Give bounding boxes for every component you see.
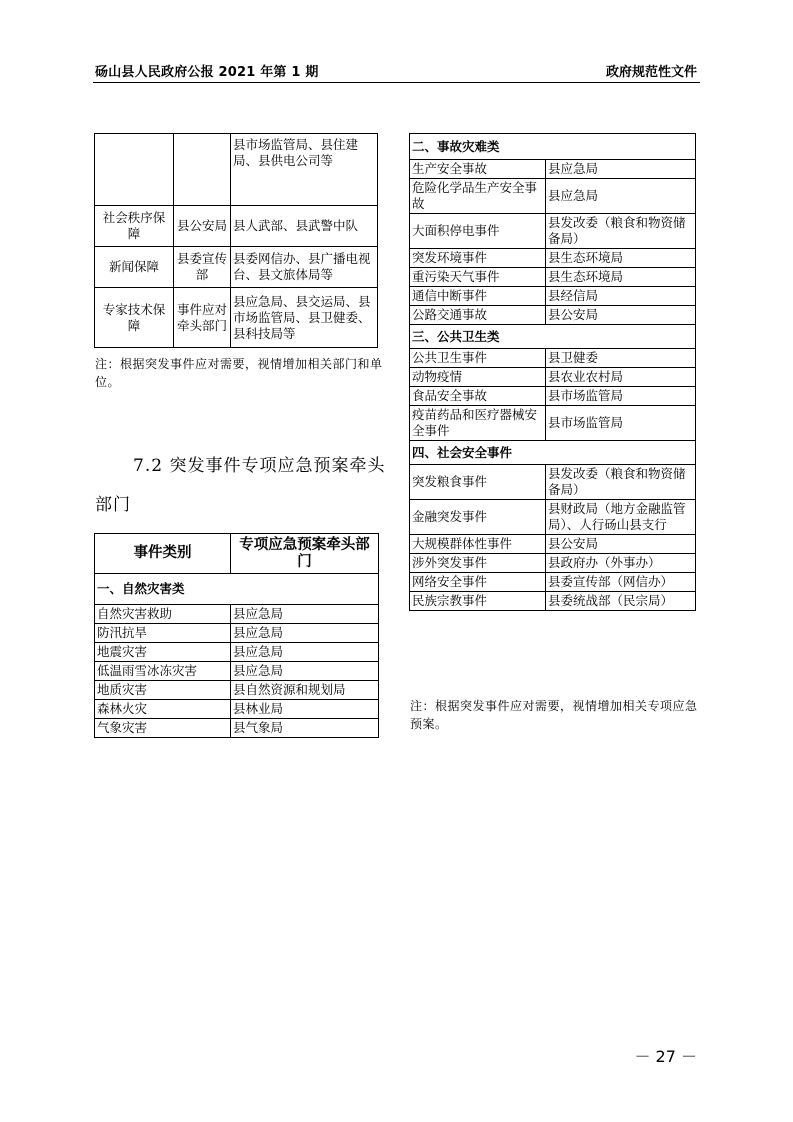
category-row xyxy=(410,441,696,465)
table-row xyxy=(410,500,696,535)
table-cell: 县自然资源和规划局 xyxy=(231,681,379,700)
table-row xyxy=(95,134,378,206)
table-row xyxy=(410,287,696,306)
table-cell: 县人武部、县武警中队 xyxy=(231,206,378,247)
table-row xyxy=(410,406,696,441)
column-header: 事件类别 xyxy=(95,534,231,574)
table-row xyxy=(410,368,696,387)
table-row xyxy=(410,160,696,179)
table-cell: 县应急局 xyxy=(231,662,379,681)
table-cell: 县应急局 xyxy=(231,624,379,643)
category-label: 二、事故灾难类 xyxy=(410,134,696,160)
table-cell: 网络安全事件 xyxy=(410,573,546,592)
table-cell: 通信中断事件 xyxy=(410,287,546,306)
table-cell: 金融突发事件 xyxy=(410,500,546,535)
table-row xyxy=(410,179,696,214)
table-cell: 食品安全事故 xyxy=(410,387,546,406)
table-cell: 县委网信办、县广播电视台、县文旅体局等 xyxy=(231,247,378,288)
table-cell: 县应急局 xyxy=(231,643,379,662)
table-cell xyxy=(95,134,174,206)
table-cell: 县市场监管局、县住建局、县供电公司等 xyxy=(231,134,378,206)
table-cell: 县财政局（地方金融监管局）、人行砀山县支行 xyxy=(546,500,696,535)
table-cell: 县市场监管局 xyxy=(546,387,696,406)
table-cell: 县市场监管局 xyxy=(546,406,696,441)
lead-department-table-continued xyxy=(409,133,696,611)
table-cell: 地质灾害 xyxy=(95,681,231,700)
table-cell: 大面积停电事件 xyxy=(410,214,546,249)
category-label: 四、社会安全事件 xyxy=(410,441,696,465)
table-row xyxy=(410,387,696,406)
section-heading: 7.2 突发事件专项应急预案牵头 xyxy=(133,456,386,476)
category-row xyxy=(95,574,379,605)
table-cell: 县公安局 xyxy=(174,206,231,247)
table-cell: 公共卫生事件 xyxy=(410,349,546,368)
table-row xyxy=(410,592,696,611)
table-row xyxy=(95,662,379,681)
table-row xyxy=(410,214,696,249)
header-title: 砀山县人民政府公报 2021 年第 1 期 xyxy=(95,65,319,80)
table-cell: 突发粮食事件 xyxy=(410,465,546,500)
table-cell: 县林业局 xyxy=(231,700,379,719)
table-row xyxy=(410,249,696,268)
table-cell: 新闻保障 xyxy=(95,247,174,288)
table-cell: 动物疫情 xyxy=(410,368,546,387)
table-cell: 县委宣传部 xyxy=(174,247,231,288)
table-cell: 防汛抗旱 xyxy=(95,624,231,643)
table-row xyxy=(95,247,378,288)
table-cell: 县应急局 xyxy=(546,160,696,179)
table-cell: 涉外突发事件 xyxy=(410,554,546,573)
table-cell: 危险化学品生产安全事故 xyxy=(410,179,546,214)
column-header: 专项应急预案牵头部门 xyxy=(231,534,379,574)
table-row xyxy=(95,605,379,624)
table-header-row xyxy=(95,534,379,574)
table-row xyxy=(95,624,379,643)
table-cell: 社会秩序保障 xyxy=(95,206,174,247)
table-cell: 县经信局 xyxy=(546,287,696,306)
table-row xyxy=(410,349,696,368)
table-row xyxy=(410,573,696,592)
table-cell: 重污染天气事件 xyxy=(410,268,546,287)
table-row xyxy=(410,306,696,325)
table-cell: 县发改委（粮食和物资储备局） xyxy=(546,214,696,249)
category-label: 一、自然灾害类 xyxy=(95,574,379,605)
table-row xyxy=(95,206,378,247)
table-note: 注：根据突发事件应对需要，视情增加相关专项应急预案。 xyxy=(410,699,698,731)
table-cell xyxy=(174,134,231,206)
header-section: 政府规范性文件 xyxy=(605,65,697,80)
table-cell: 突发环境事件 xyxy=(410,249,546,268)
category-row xyxy=(410,134,696,160)
table-row xyxy=(95,288,378,348)
page-number: － 27 － xyxy=(634,1047,697,1066)
table-cell: 森林火灾 xyxy=(95,700,231,719)
table-cell: 县政府办（外事办） xyxy=(546,554,696,573)
table-cell: 地震灾害 xyxy=(95,643,231,662)
table-cell: 县气象局 xyxy=(231,719,379,738)
table-cell: 县公安局 xyxy=(546,535,696,554)
table-cell: 疫苗药品和医疗器械安全事件 xyxy=(410,406,546,441)
table-cell: 事件应对牵头部门 xyxy=(174,288,231,348)
table-cell: 生产安全事故 xyxy=(410,160,546,179)
table-row xyxy=(95,643,379,662)
table-row xyxy=(95,719,379,738)
table-cell: 大规模群体性事件 xyxy=(410,535,546,554)
table-cell: 县委宣传部（网信办） xyxy=(546,573,696,592)
table-row xyxy=(410,535,696,554)
table-cell: 公路交通事故 xyxy=(410,306,546,325)
table-cell: 县应急局 xyxy=(231,605,379,624)
table-cell: 县发改委（粮食和物资储备局） xyxy=(546,465,696,500)
table-row xyxy=(95,700,379,719)
table-cell: 县农业农村局 xyxy=(546,368,696,387)
category-label: 三、公共卫生类 xyxy=(410,325,696,349)
table-row xyxy=(410,465,696,500)
table-cell: 民族宗教事件 xyxy=(410,592,546,611)
table-cell: 低温雨雪冰冻灾害 xyxy=(95,662,231,681)
section-heading-cont: 部门 xyxy=(95,495,131,515)
table-row xyxy=(95,681,379,700)
category-row xyxy=(410,325,696,349)
table-cell: 县生态环境局 xyxy=(546,268,696,287)
table-row xyxy=(410,554,696,573)
table-cell: 县应急局 xyxy=(546,179,696,214)
table-cell: 县应急局、县交运局、县市场监管局、县卫健委、县科技局等 xyxy=(231,288,378,348)
table-cell: 县公安局 xyxy=(546,306,696,325)
lead-department-table xyxy=(94,533,379,738)
support-table xyxy=(94,133,378,348)
table-cell: 气象灾害 xyxy=(95,719,231,738)
table-cell: 县委统战部（民宗局） xyxy=(546,592,696,611)
header-rule xyxy=(93,82,700,83)
table-row xyxy=(410,268,696,287)
table-cell: 县卫健委 xyxy=(546,349,696,368)
table-cell: 县生态环境局 xyxy=(546,249,696,268)
table-cell: 自然灾害救助 xyxy=(95,605,231,624)
table-note: 注：根据突发事件应对需要，视情增加相关部门和单位。 xyxy=(95,357,383,389)
table-cell: 专家技术保障 xyxy=(95,288,174,348)
